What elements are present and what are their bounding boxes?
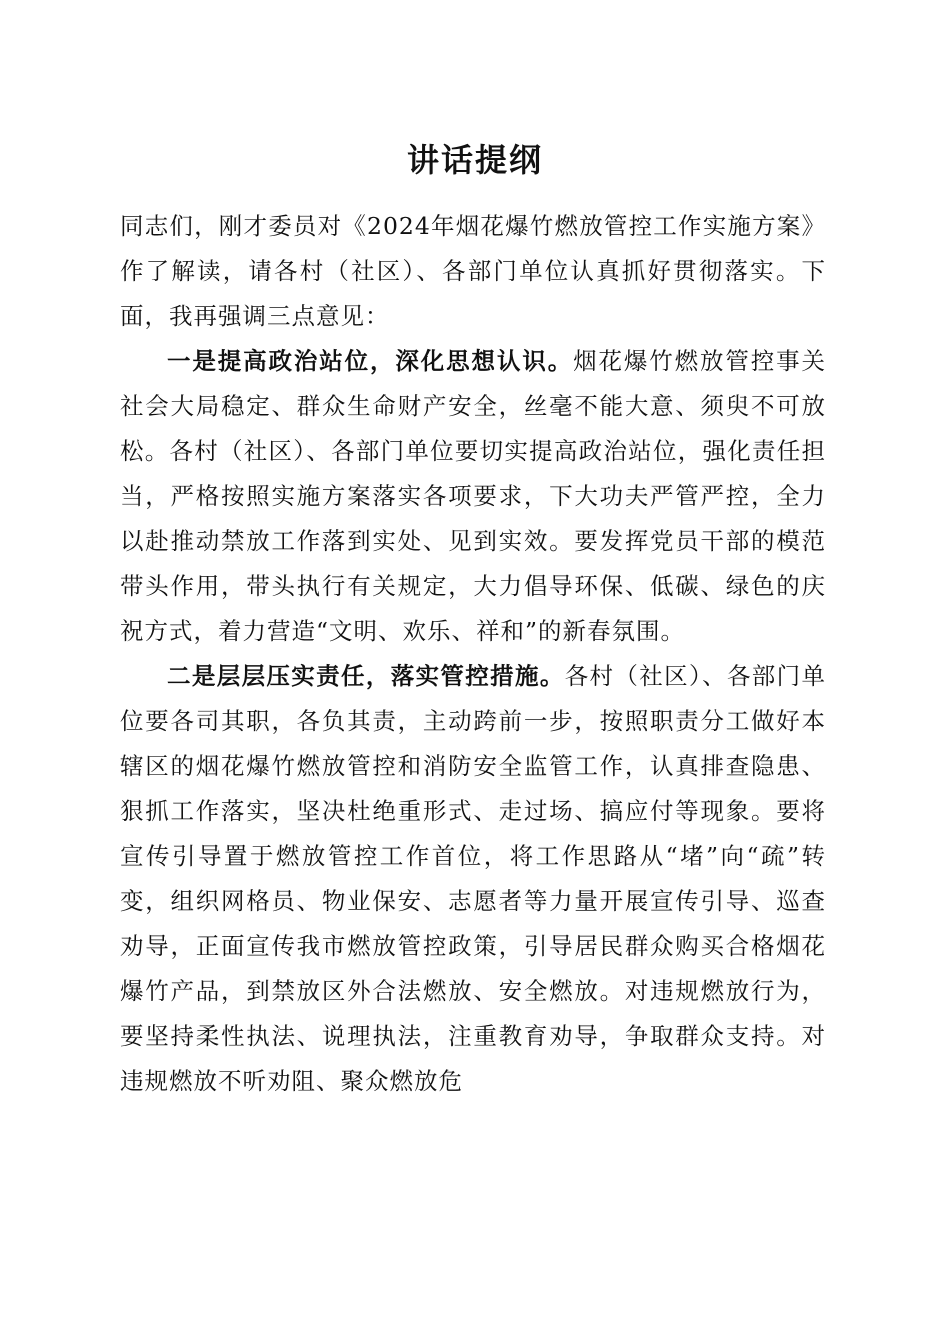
- paragraph-point-one-lead: 一是提高政治站位，深化思想认识。: [167, 347, 574, 375]
- paragraph-intro: [120, 204, 826, 339]
- paragraph-point-one-text: 烟花爆竹燃放管控事关社会大局稳定、群众生命财产安全，丝毫不能大意、须臾不可放松。各村（社区）、各部门单位要切实提高政治站位，强化责任担当，严格按照实施方案落实各项要求，下大功夫严管严控，全力以赴推动禁放工作落到实处、见到实效。要发挥党员干部的模范带头作用，带头执行有关规定，大力倡导环保、低碳、绿色的庆祝方式，着力营造“文明、欢乐、祥和”的新春氛围。: [120, 347, 827, 645]
- paragraph-point-one: [120, 339, 826, 654]
- document-title: 讲话提纲: [406, 141, 543, 179]
- paragraph-point-two: [120, 654, 826, 1104]
- paragraph-point-two-text: 各村（社区）、各部门单位要各司其职，各负其责，主动跨前一步，按照职责分工做好本辖区的烟花爆竹燃放管控和消防安全监管工作，认真排查隐患、狠抓工作落实，坚决杜绝重形式、走过场、搞应付等现象。要将宣传引导置于燃放管控工作首位，将工作思路从“堵”向“疏”转变，组织网格员、物业保安、志愿者等力量开展宣传引导、巡查劝导，正面宣传我市燃放管控政策，引导居民群众购买合格烟花爆竹产品，到禁放区外合法燃放、安全燃放。对违规燃放行为，要坚持柔性执法、说理执法，注重教育劝导，争取群众支持。对违规燃放不听劝阻、聚众燃放危: [120, 662, 827, 1095]
- paragraph-intro-text: 同志们，刚才委员对《2024年烟花爆竹燃放管控工作实施方案》作了解读，请各村（社区）、各部门单位认真抓好贯彻落实。下面，我再强调三点意见：: [120, 212, 826, 330]
- document-body: [120, 204, 826, 1104]
- paragraph-point-two-lead: 二是层层压实责任，落实管控措施。: [167, 662, 565, 690]
